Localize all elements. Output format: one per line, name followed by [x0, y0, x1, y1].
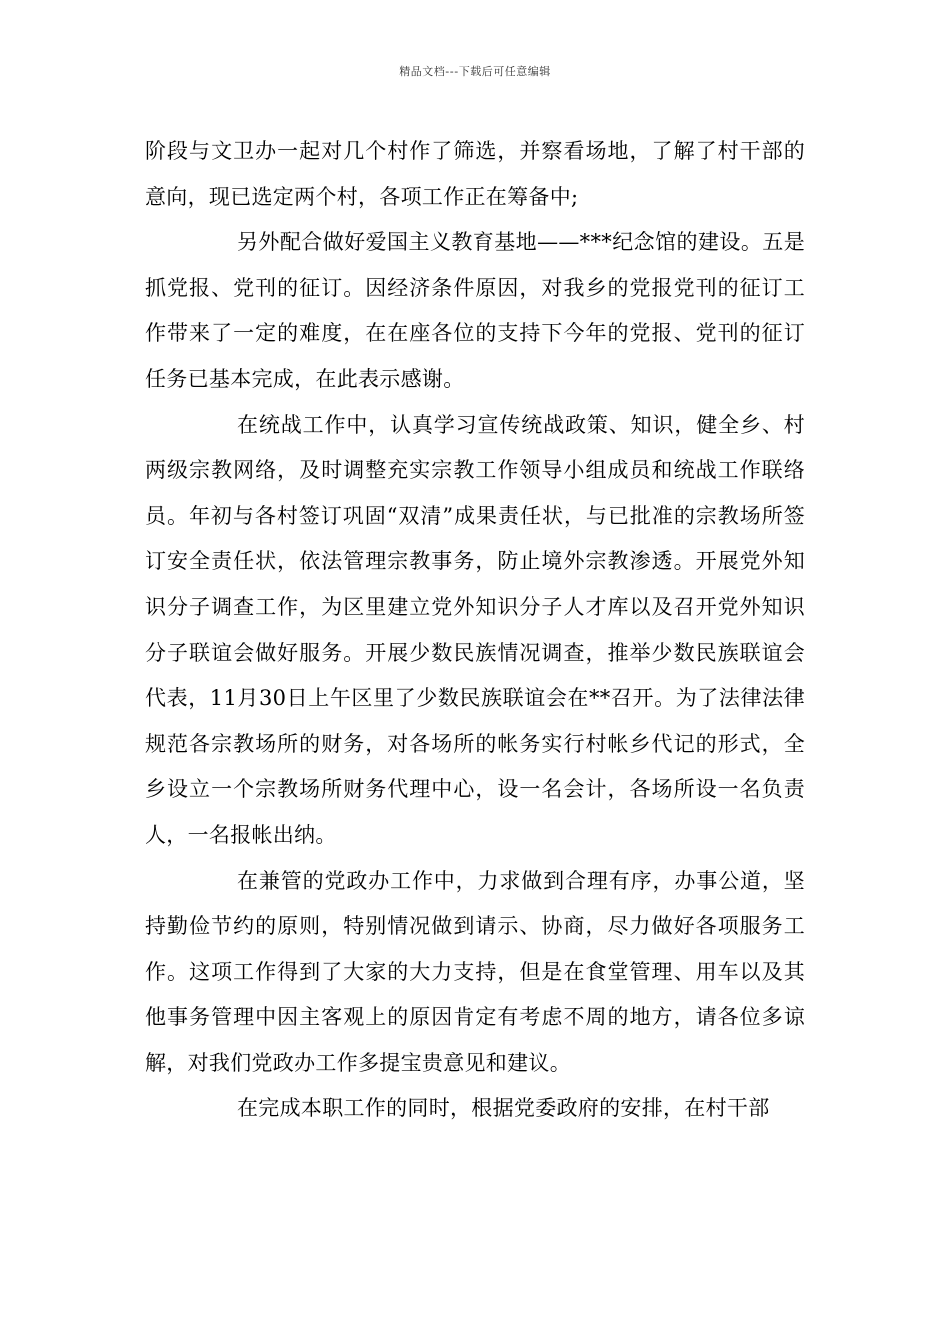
paragraph-3: 在统战工作中，认真学习宣传统战政策、知识，健全乡、村两级宗教网络，及时调整充实宗教工作领导小组成员和统战工作联络员。年初与各村签订巩固“双清”成果责任状，与已批准的宗教场所签订安全责任状，依法管理宗教事务，防止境外宗教渗透。开展党外知识分子调查工作，为区里建立党外知识分子人才库以及召开党外知识分子联谊会做好服务。开展少数民族情况调查，推举少数民族联谊会代表，11月30日上午区里了少数民族联谊会在**召开。为了法律法律规范各宗教场所的财务，对各场所的帐务实行村帐乡代记的形式，全乡设立一个宗教场所财务代理中心，设一名会计，各场所设一名负责人，一名报帐出纳。 [145, 412, 805, 847]
paragraph-4: 在兼管的党政办工作中，力求做到合理有序，办事公道，坚持勤俭节约的原则，特别情况做到请示、协商，尽力做好各项服务工作。这项工作得到了大家的大力支持，但是在食堂管理、用车以及其他事务管理中因主客观上的原因肯定有考虑不周的地方，请各位多谅解，对我们党政办工作多提宝贵意见和建议。 [145, 868, 805, 1075]
paragraph-1: 阶段与文卫办一起对几个村作了筛选，并察看场地，了解了村干部的意向，现已选定两个村，各项工作正在筹备中; [145, 139, 805, 209]
paragraph-2: 另外配合做好爱国主义教育基地——***纪念馆的建设。五是抓党报、党刊的征订。因经济条件原因，对我乡的党报党刊的征订工作带来了一定的难度，在在座各位的支持下今年的党报、党刊的征订任务已基本完成，在此表示感谢。 [145, 230, 805, 391]
paragraph-5: 在完成本职工作的同时，根据党委政府的安排，在村干部 [237, 1096, 770, 1121]
document-body [145, 129, 805, 1132]
page-header: 精品文档---下载后可任意编辑 [399, 65, 551, 78]
